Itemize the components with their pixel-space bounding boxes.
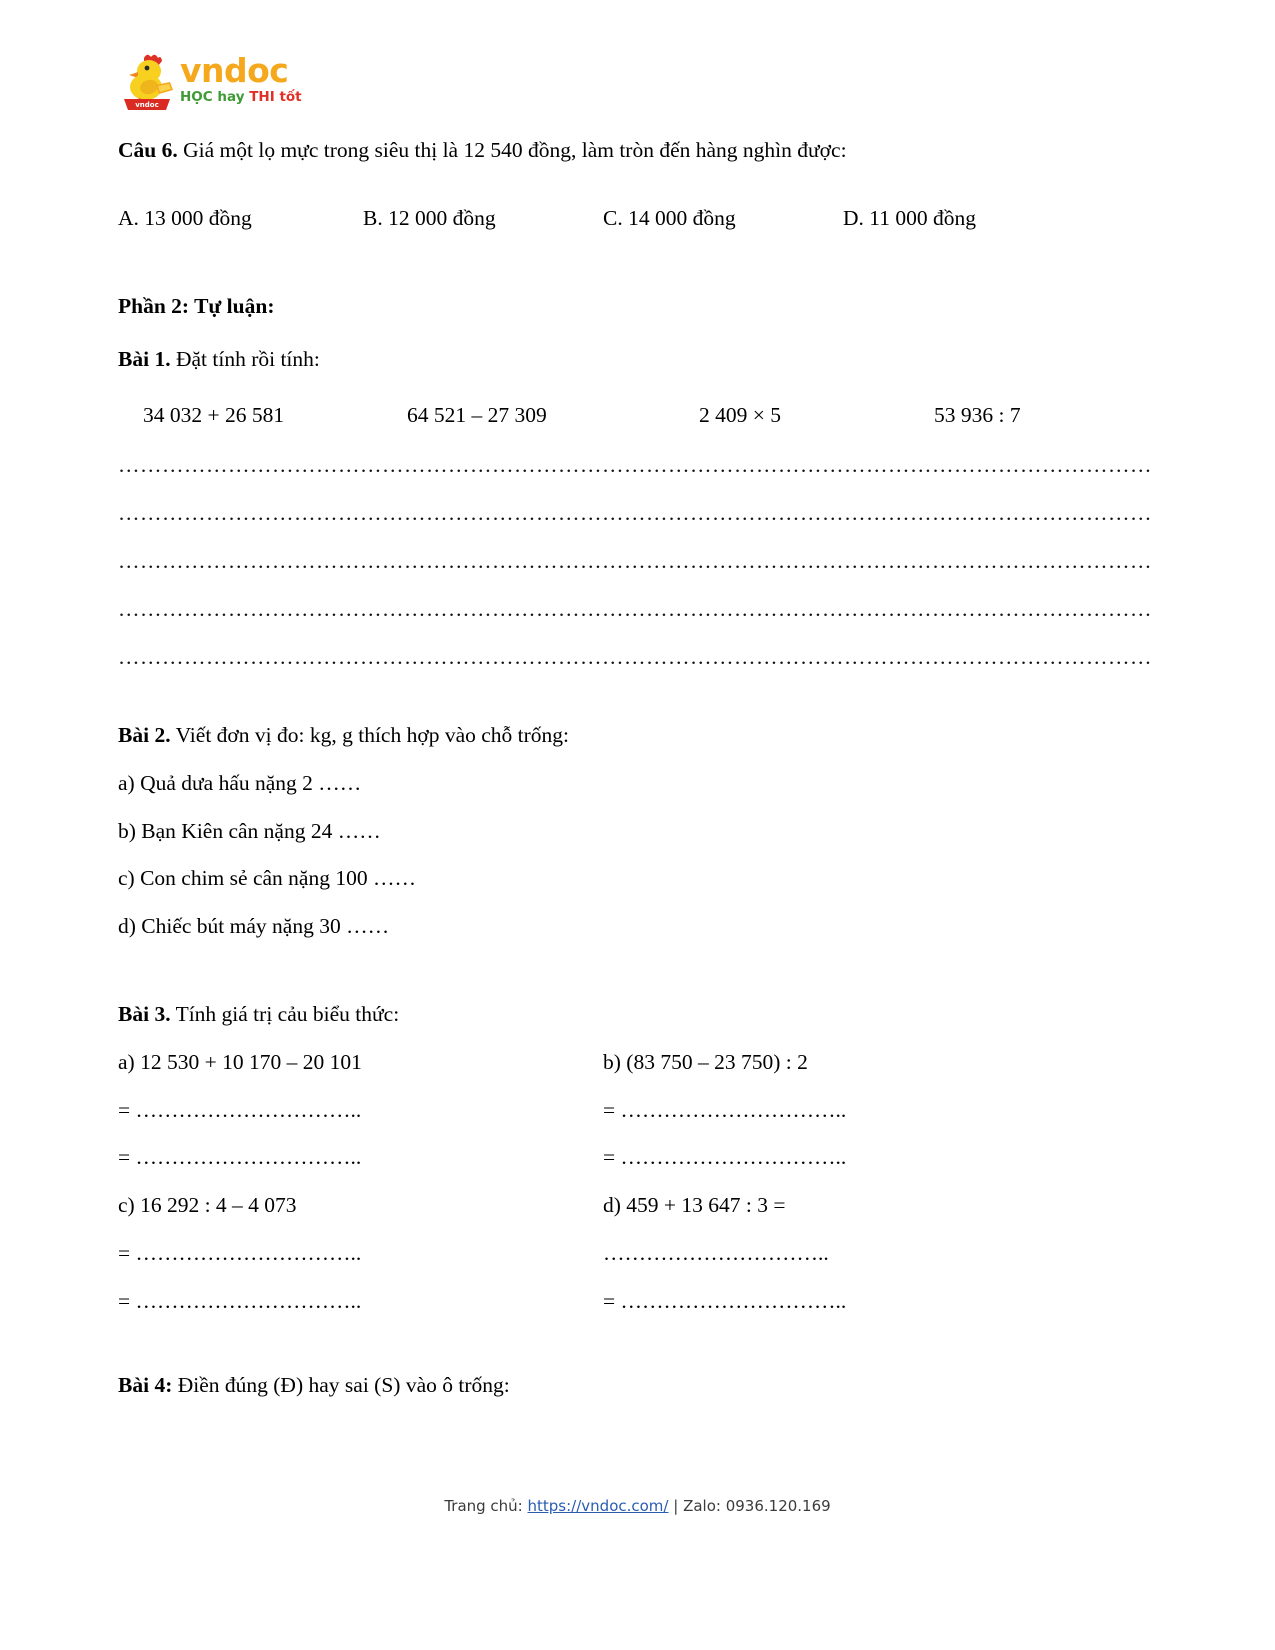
- bai-3-heading: [118, 1002, 1160, 1028]
- bai-3-expr-b: b) (83 750 – 23 750) : 2: [603, 1049, 808, 1074]
- answer-line-c-2[interactable]: = …………………………..: [118, 1288, 362, 1313]
- bai-4-heading: [118, 1373, 1160, 1399]
- answer-line-b-2[interactable]: = …………………………..: [603, 1145, 847, 1170]
- tagline-hoc: HỌC: [180, 89, 213, 105]
- bai-3-expr-d: d) 459 + 13 647 : 3 =: [603, 1193, 786, 1218]
- bai-2-item-a[interactable]: a) Quả dưa hấu nặng 2 ……: [118, 770, 362, 795]
- bai-4-label: Bài 4:: [118, 1372, 173, 1397]
- bai-3-row-2-answer-2: [118, 1289, 1160, 1315]
- vndoc-url-link[interactable]: https://vndoc.com/: [527, 1497, 669, 1515]
- bai-1-answer-lines: [118, 455, 1160, 671]
- option-b[interactable]: B. 12 000 đồng: [363, 205, 496, 230]
- bai-1-heading: [118, 347, 1160, 373]
- vndoc-logo: [118, 52, 418, 114]
- logo-brand-text: vndoc: [180, 51, 289, 90]
- answer-line-c-1[interactable]: = …………………………..: [118, 1240, 362, 1265]
- bai-2-item-b[interactable]: b) Bạn Kiên cân nặng 24 ……: [118, 818, 381, 843]
- answer-line[interactable]: ……………………………………………………………………………………………………………………………: [118, 550, 1152, 573]
- bai-2-text: Viết đơn vị đo: kg, g thích hợp vào chỗ trống:: [170, 722, 570, 747]
- answer-line-b-1[interactable]: = …………………………..: [603, 1097, 847, 1122]
- question-6-text: Giá một lọ mực trong siêu thị là 12 540 đồng, làm tròn đến hàng nghìn được:: [177, 138, 847, 162]
- chick-mascot-icon: [118, 52, 176, 112]
- tagline-tot: tốt: [279, 89, 302, 105]
- exam-content: [118, 138, 1160, 1398]
- question-6-options: [118, 206, 1160, 232]
- bai-2-item-c[interactable]: c) Con chim sẻ cân nặng 100 ……: [118, 866, 416, 891]
- bai-1-text: Đặt tính rồi tính:: [170, 347, 320, 372]
- expression-1: 34 032 + 26 581: [143, 403, 285, 428]
- bai-3-expr-c: c) 16 292 : 4 – 4 073: [118, 1193, 297, 1218]
- answer-line[interactable]: ……………………………………………………………………………………………………………………………: [118, 598, 1152, 621]
- bai-1-label: Bài 1.: [118, 347, 171, 372]
- bai-4-text: Điền đúng (Đ) hay sai (S) vào ô trống:: [172, 1372, 510, 1397]
- answer-line-a-2[interactable]: = …………………………..: [118, 1145, 362, 1170]
- bai-3-row-2-answer-1: [118, 1241, 1160, 1267]
- bai-2-heading: [118, 723, 1160, 749]
- logo-text-block: [180, 51, 410, 105]
- bai-3-label: Bài 3.: [118, 1001, 171, 1026]
- bai-3-row-1-answer-2: [118, 1145, 1160, 1171]
- expression-2: 64 521 – 27 309: [407, 403, 547, 428]
- footer-suffix: | Zalo: 0936.120.169: [668, 1497, 831, 1515]
- answer-line[interactable]: ……………………………………………………………………………………………………………………………: [118, 646, 1152, 669]
- bai-1-expressions: [118, 403, 1160, 429]
- bai-3-row-1-expressions: [118, 1050, 1160, 1076]
- bai-3-expr-a: a) 12 530 + 10 170 – 20 101: [118, 1049, 362, 1074]
- expression-3: 2 409 × 5: [699, 403, 782, 428]
- question-6-label: Câu 6.: [118, 138, 178, 162]
- option-a[interactable]: A. 13 000 đồng: [118, 205, 252, 230]
- footer-prefix: Trang chủ:: [444, 1497, 528, 1515]
- tagline-thi: THI: [249, 89, 275, 105]
- logo-tagline: [180, 89, 410, 105]
- answer-line-a-1[interactable]: = …………………………..: [118, 1097, 362, 1122]
- bai-2-item-d[interactable]: d) Chiếc bút máy nặng 30 ……: [118, 914, 390, 939]
- tagline-hay: hay: [217, 89, 245, 105]
- answer-line-d-1[interactable]: …………………………..: [603, 1240, 829, 1265]
- question-6: [118, 138, 1160, 164]
- option-c[interactable]: C. 14 000 đồng: [603, 205, 736, 230]
- bai-2-label: Bài 2.: [118, 722, 171, 747]
- answer-line-d-2[interactable]: = …………………………..: [603, 1288, 847, 1313]
- bai-3-row-1-answer-1: [118, 1098, 1160, 1124]
- expression-4: 53 936 : 7: [934, 403, 1021, 428]
- bai-3-text: Tính giá trị cảu biểu thức:: [170, 1001, 400, 1026]
- answer-line[interactable]: ……………………………………………………………………………………………………………………………: [118, 502, 1152, 525]
- option-d[interactable]: D. 11 000 đồng: [843, 205, 976, 230]
- bai-3-row-2-expressions: [118, 1193, 1160, 1219]
- answer-line[interactable]: ……………………………………………………………………………………………………………………………: [118, 454, 1152, 477]
- svg-text:vndoc: vndoc: [135, 101, 159, 109]
- page-footer: [0, 1497, 1275, 1515]
- part-2-heading: Phần 2: Tự luận:: [118, 293, 275, 318]
